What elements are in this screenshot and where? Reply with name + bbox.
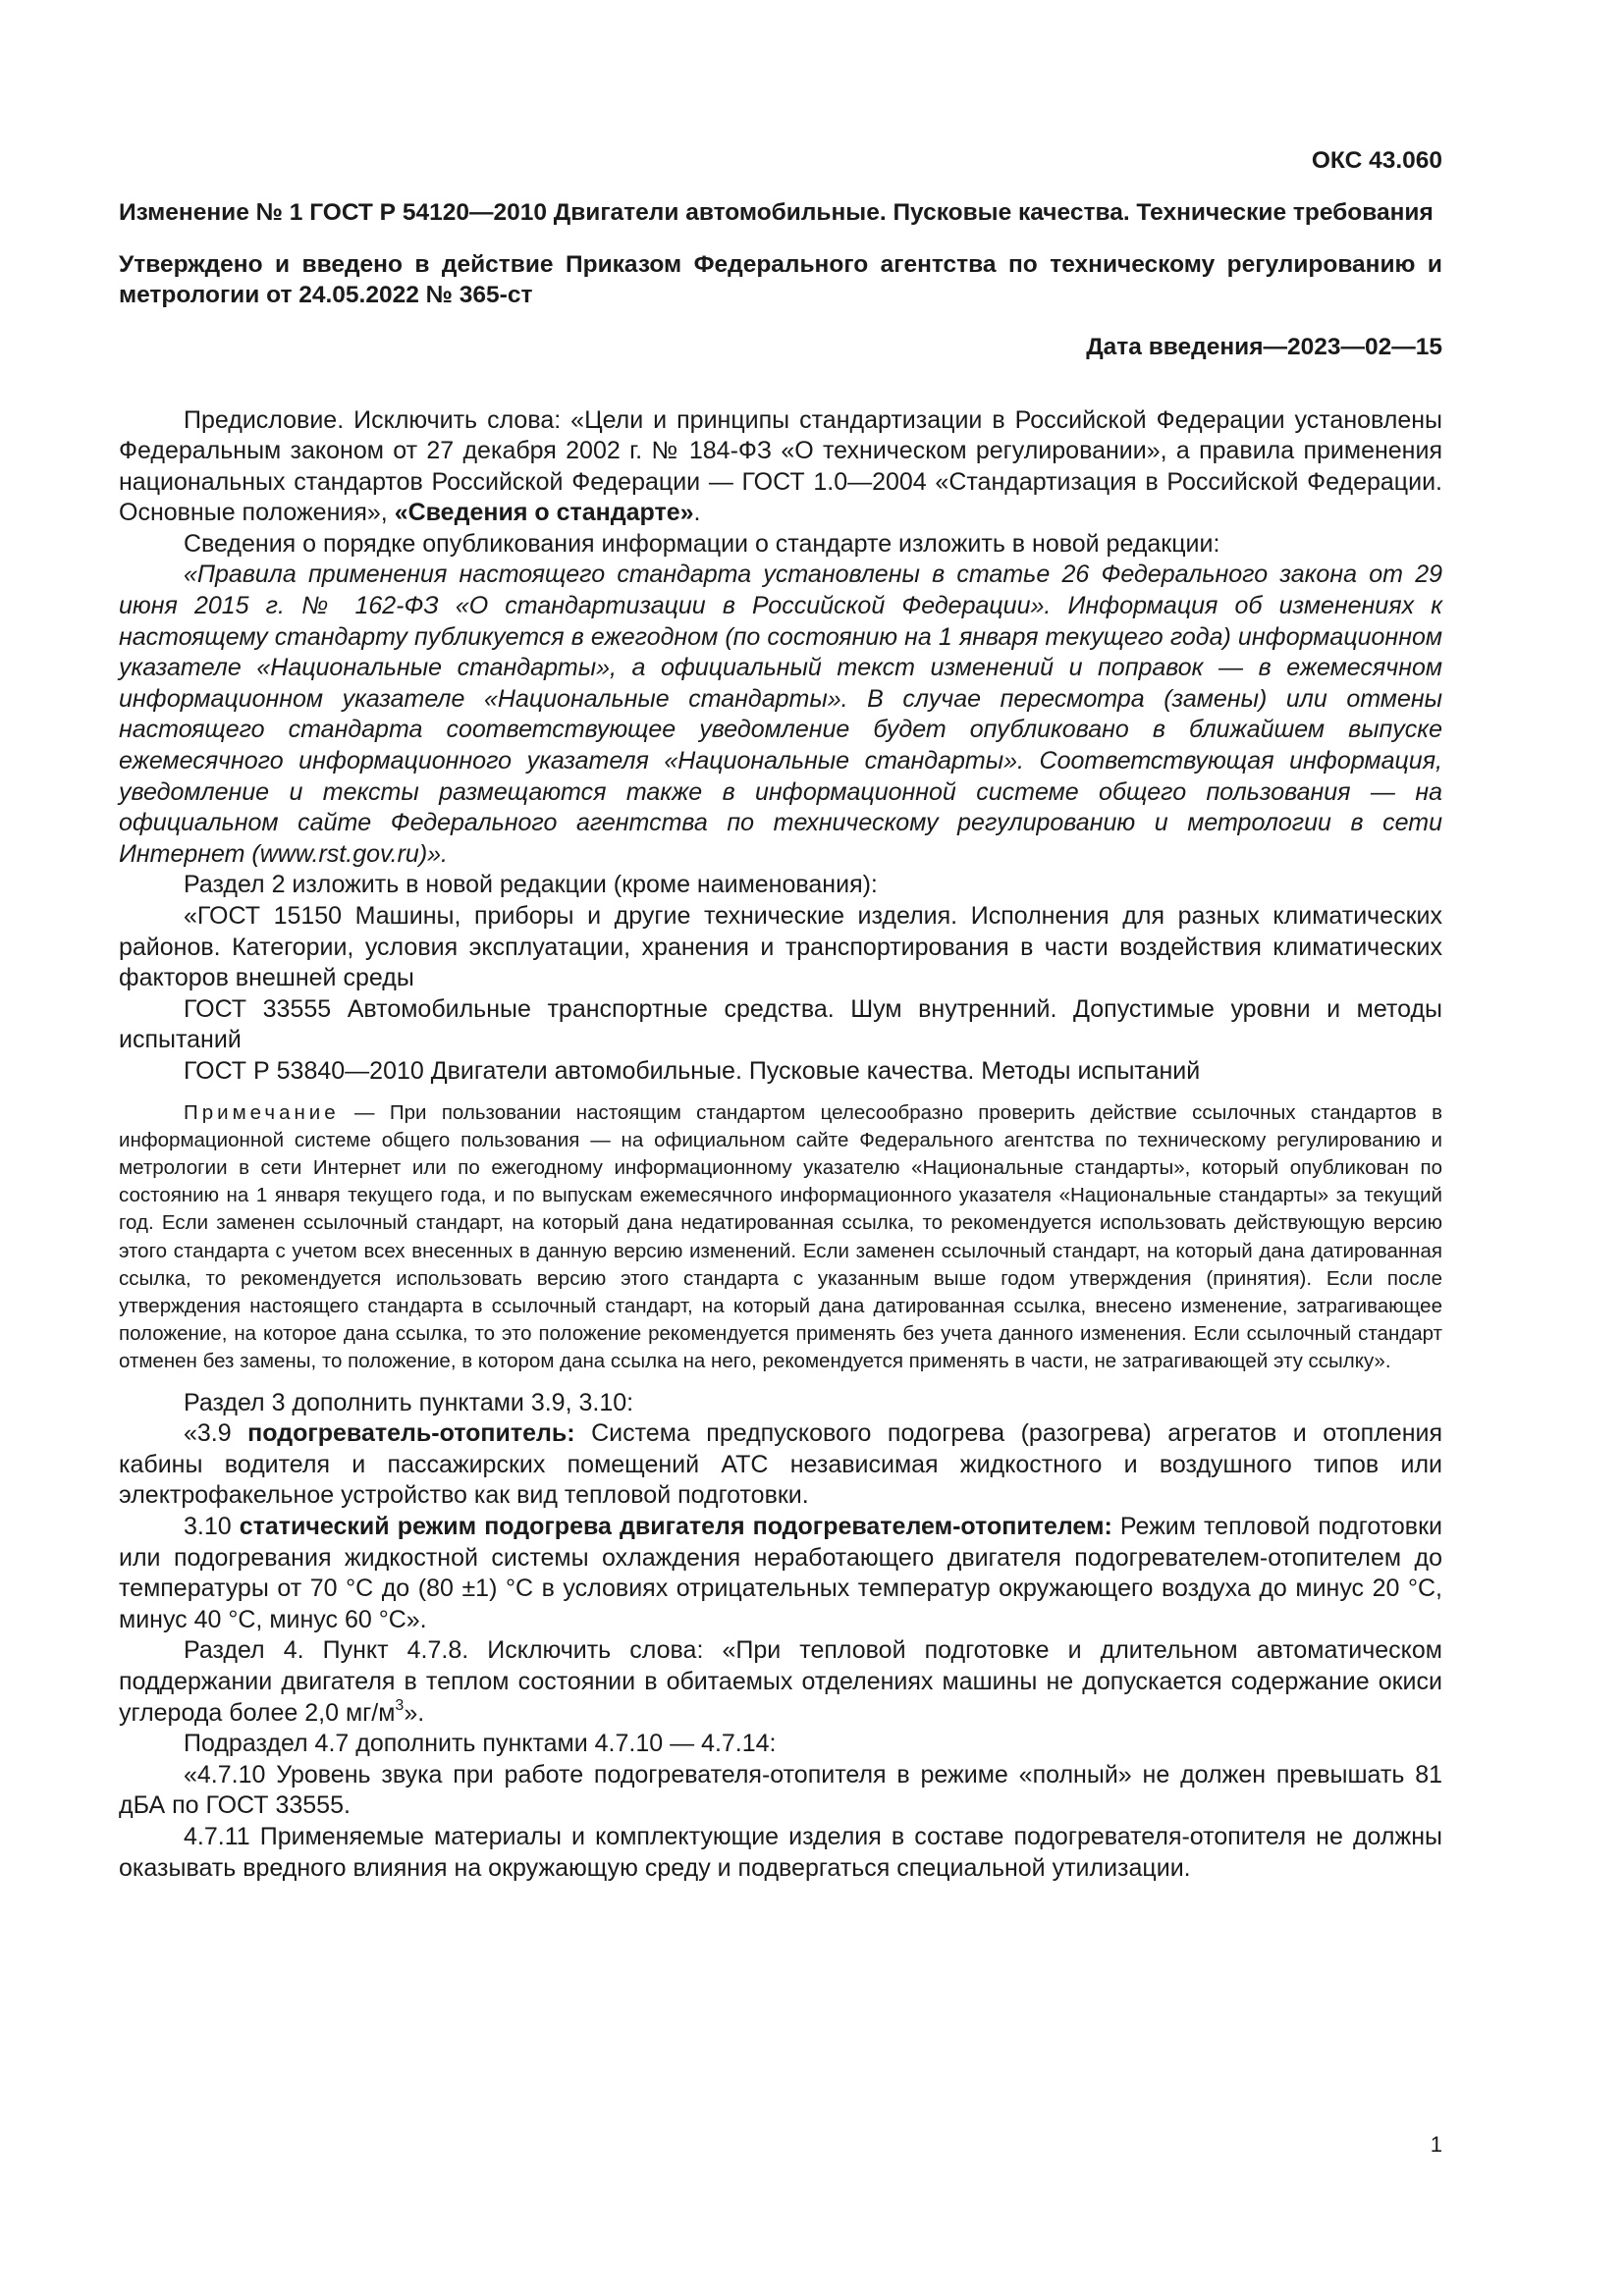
approval-statement: Утверждено и введено в действие Приказом Федерального агентства по техническому регулированию и метрологии от 24.05.2022 № 365-ст — [119, 250, 1442, 308]
paragraph-gost-15150: «ГОСТ 15150 Машины, приборы и другие технические изделия. Исполнения для разных климатических районов. Категории, условия эксплуатации, хранения и транспортирования в части воздействия климатических факторов внешней среды — [119, 902, 1442, 992]
section-4-7-8-end: ». — [404, 1698, 425, 1727]
paragraph-term-3-10 — [119, 1512, 1442, 1635]
note-label: Примечание — [184, 1100, 340, 1124]
paragraph-gost-33555: ГОСТ 33555 Автомобильные транспортные средства. Шум внутренний. Допустимые уровни и методы испытаний — [119, 994, 1442, 1054]
term-3-9-name: подогреватель-отопитель: — [247, 1419, 575, 1448]
paragraph-foreword-text: Предисловие. Исключить слова: «Цели и принципы стандартизации в Российской Федерации установлены Федеральным законом от 27 декабря 2002 г. № 184-ФЗ «О техническом регулировании», а правила применения национальных стандартов Российской Федерации — ГОСТ 1.0—2004 «Стандартизация в Российской Федерации. Основные положения», — [119, 405, 1442, 527]
classification-code: ОКС 43.060 — [1311, 147, 1442, 174]
term-3-9-number: «3.9 — [184, 1419, 248, 1448]
paragraph-foreword-end: . — [693, 499, 701, 527]
term-3-9-definition: Система предпускового подогрева (разогрева) агрегатов и отопления кабины водителя и пассажирских помещений АТС независимая жидкостного и воздушного типов или электрофакельное устройство как вид тепловой подготовки. — [119, 1419, 1443, 1510]
section-4-7-8-text: Раздел 4. Пункт 4.7.8. Исключить слова: «При тепловой подготовке и длительном автоматическом поддержании двигателя в теплом состоянии в обитаемых отделениях машины не допускается содержание окиси углерода более 2,0 мг/м — [119, 1636, 1442, 1727]
document-page — [119, 145, 1442, 1884]
page-number: 1 — [1430, 2132, 1442, 2157]
paragraph-foreword — [119, 405, 1442, 529]
paragraph-section-4-7-8 — [119, 1635, 1442, 1729]
paragraph-rules-quote: «Правила применения настоящего стандарта установлены в статье 26 Федерального закона от 29 июня 2015 г. № 162-ФЗ «О стандартизации в Российской Федерации». Информация об изменениях к настоящему стандарту публикуется в ежегодном (по состоянию на 1 января текущего года) информационном указателе «Национальные стандарты», а официальный текст изменений и поправок — в ежемесячном информационном указателе «Национальные стандарты». В случае пересмотра (замены) или отмены настоящего стандарта соответствующее уведомление будет опубликовано в ближайшем выпуске ежемесячного информационного указателя «Национальные стандарты». Соответствующая информация, уведомление и тексты размещаются также в информационной системе общего пользования — на официальном сайте Федерального агентства по техническому регулированию и метрологии в сети Интернет (www.rst.gov.ru)». — [119, 561, 1442, 868]
effective-date: Дата введения—2023—02—15 — [1086, 333, 1442, 360]
term-3-10-name: статический режим подогрева двигателя подогревателем-отопителем: — [239, 1512, 1112, 1540]
paragraph-gost-53840: ГОСТ Р 53840—2010 Двигатели автомобильные. Пусковые качества. Методы испытаний — [184, 1056, 1201, 1085]
paragraph-4-7-10: «4.7.10 Уровень звука при работе подогревателя-отопителя в режиме «полный» не должен превышать 81 дБА по ГОСТ 33555. — [119, 1760, 1442, 1820]
term-3-10-definition: Режим тепловой подготовки или подогревания жидкостной системы охлаждения неработающего двигателя подогревателем-отопителем до температуры от 70 °С до (80 ±1) °С в условиях отрицательных температур окружающего воздуха до минус 20 °С, минус 40 °С, минус 60 °С». — [119, 1512, 1442, 1633]
superscript-3: 3 — [395, 1696, 405, 1714]
paragraph-foreword-bold: «Сведения о стандарте» — [394, 499, 694, 527]
term-3-10-number: 3.10 — [184, 1512, 240, 1540]
paragraph-4-7-11: 4.7.11 Применяемые материалы и комплектующие изделия в составе подогревателя-отопителя не должны оказывать вредного влияния на окружающую среду и подвергаться специальной утилизации. — [119, 1822, 1442, 1882]
paragraph-section-2: Раздел 2 изложить в новой редакции (кроме наименования): — [184, 871, 878, 899]
note-text: — При пользовании настоящим стандартом целесообразно проверить действие ссылочных стандартов в информационной системе общего пользования — на официальном сайте Федерального агентства по техническому регулированию и метрологии в сети Интернет или по ежегодному информационному указателю «Национальные стандарты», который опубликован по состоянию на 1 января текущего года, и по выпускам ежемесячного информационного указателя «Национальные стандарты» за текущий год. Если заменен ссылочный стандарт, на который дана недатированная ссылка, то рекомендуется использовать действующую версию этого стандарта с учетом всех внесенных в данную версию изменений. Если заменен ссылочный стандарт, на который дана датированная ссылка, то рекомендуется использовать версию этого стандарта с указанным выше годом утверждения (принятия). Если после утверждения настоящего стандарта в ссылочный стандарт, на который дана датированная ссылка, внесено изменение, затрагивающее положение, на которое дана ссылка, то это положение рекомендуется применять без учета данного изменения. Если ссылочный стандарт отменен без замены, то положение, в котором дана ссылка на него, рекомендуется применять в части, не затрагивающей эту ссылку». — [119, 1100, 1442, 1373]
note-block — [119, 1099, 1442, 1376]
paragraph-subsection-4-7: Подраздел 4.7 дополнить пунктами 4.7.10 — 4.7.14: — [184, 1730, 777, 1758]
paragraph-term-3-9 — [119, 1418, 1442, 1512]
paragraph-info-order: Сведения о порядке опубликования информации о стандарте изложить в новой редакции: — [184, 529, 1220, 558]
document-body — [119, 405, 1442, 1885]
paragraph-section-3: Раздел 3 дополнить пунктами 3.9, 3.10: — [184, 1388, 634, 1416]
amendment-title: Изменение № 1 ГОСТ Р 54120—2010 Двигатели автомобильные. Пусковые качества. Технические требования — [119, 199, 1434, 226]
